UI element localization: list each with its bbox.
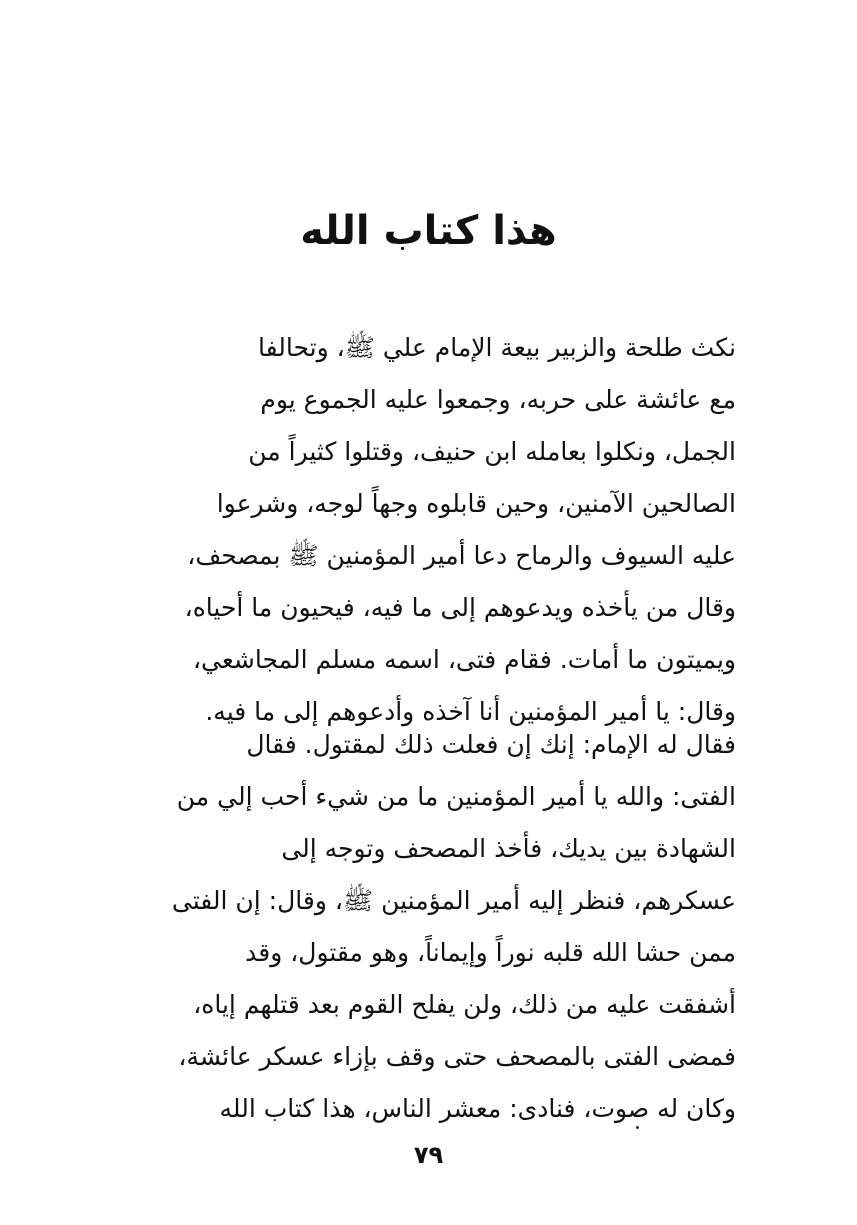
text-line: الفتى: والله يا أمير المؤمنين ما من شيء أحب إلي من	[176, 782, 736, 811]
text-line: عليه السيوف والرماح دعا أمير المؤمنين ﷺ بمصحف،	[187, 541, 736, 570]
page-number: ٧٩	[413, 1141, 444, 1169]
text-line: الصالحين الآمنين، وحين قابلوه وجهاً لوجه، وشرعوا	[216, 489, 736, 518]
text-line: عسكرهم، فنظر إليه أمير المؤمنين ﷺ، وقال: إن الفتى	[171, 886, 736, 915]
text-line: وكان له صوت، فنادى: معشر الناس، هذا كتاب الله	[219, 1094, 736, 1123]
text-line: وقال: يا أمير المؤمنين أنا آخذه وأدعوهم إلى ما فيه.	[205, 697, 736, 726]
text-line: فمضى الفتى بالمصحف حتى وقف بإزاء عسكر عائشة،	[178, 1042, 736, 1071]
print-speck	[636, 1126, 639, 1129]
text-line: الشهادة بين يديك، فأخذ المصحف وتوجه إلى	[281, 834, 736, 863]
text-line: أشفقت عليه من ذلك، ولن يفلح القوم بعد قتلهم إياه،	[193, 990, 736, 1019]
paragraph-1	[104, 322, 736, 738]
page-title: هذا كتاب الله	[300, 208, 557, 254]
text-line: ممن حشا الله قلبه نوراً وإيماناً، وهو مقتول، وقد	[245, 938, 736, 967]
text-line: مع عائشة على حربه، وجمعوا عليه الجموع يوم	[260, 385, 736, 414]
text-line: الجمل، ونكلوا بعامله ابن حنيف، وقتلوا كثيراً من	[248, 437, 736, 466]
text-line: فقال له الإمام: إنك إن فعلت ذلك لمقتول. فقال	[246, 730, 736, 759]
text-line: ويميتون ما أمات. فقام فتى، اسمه مسلم المجاشعي،	[192, 645, 736, 674]
text-line: وقال من يأخذه ويدعوهم إلى ما فيه، فيحيون ما أحياه،	[184, 593, 736, 622]
paragraph-2	[104, 719, 736, 1135]
text-line: نكث طلحة والزبير بيعة الإمام علي ﷺ، وتحالفا	[257, 333, 736, 362]
